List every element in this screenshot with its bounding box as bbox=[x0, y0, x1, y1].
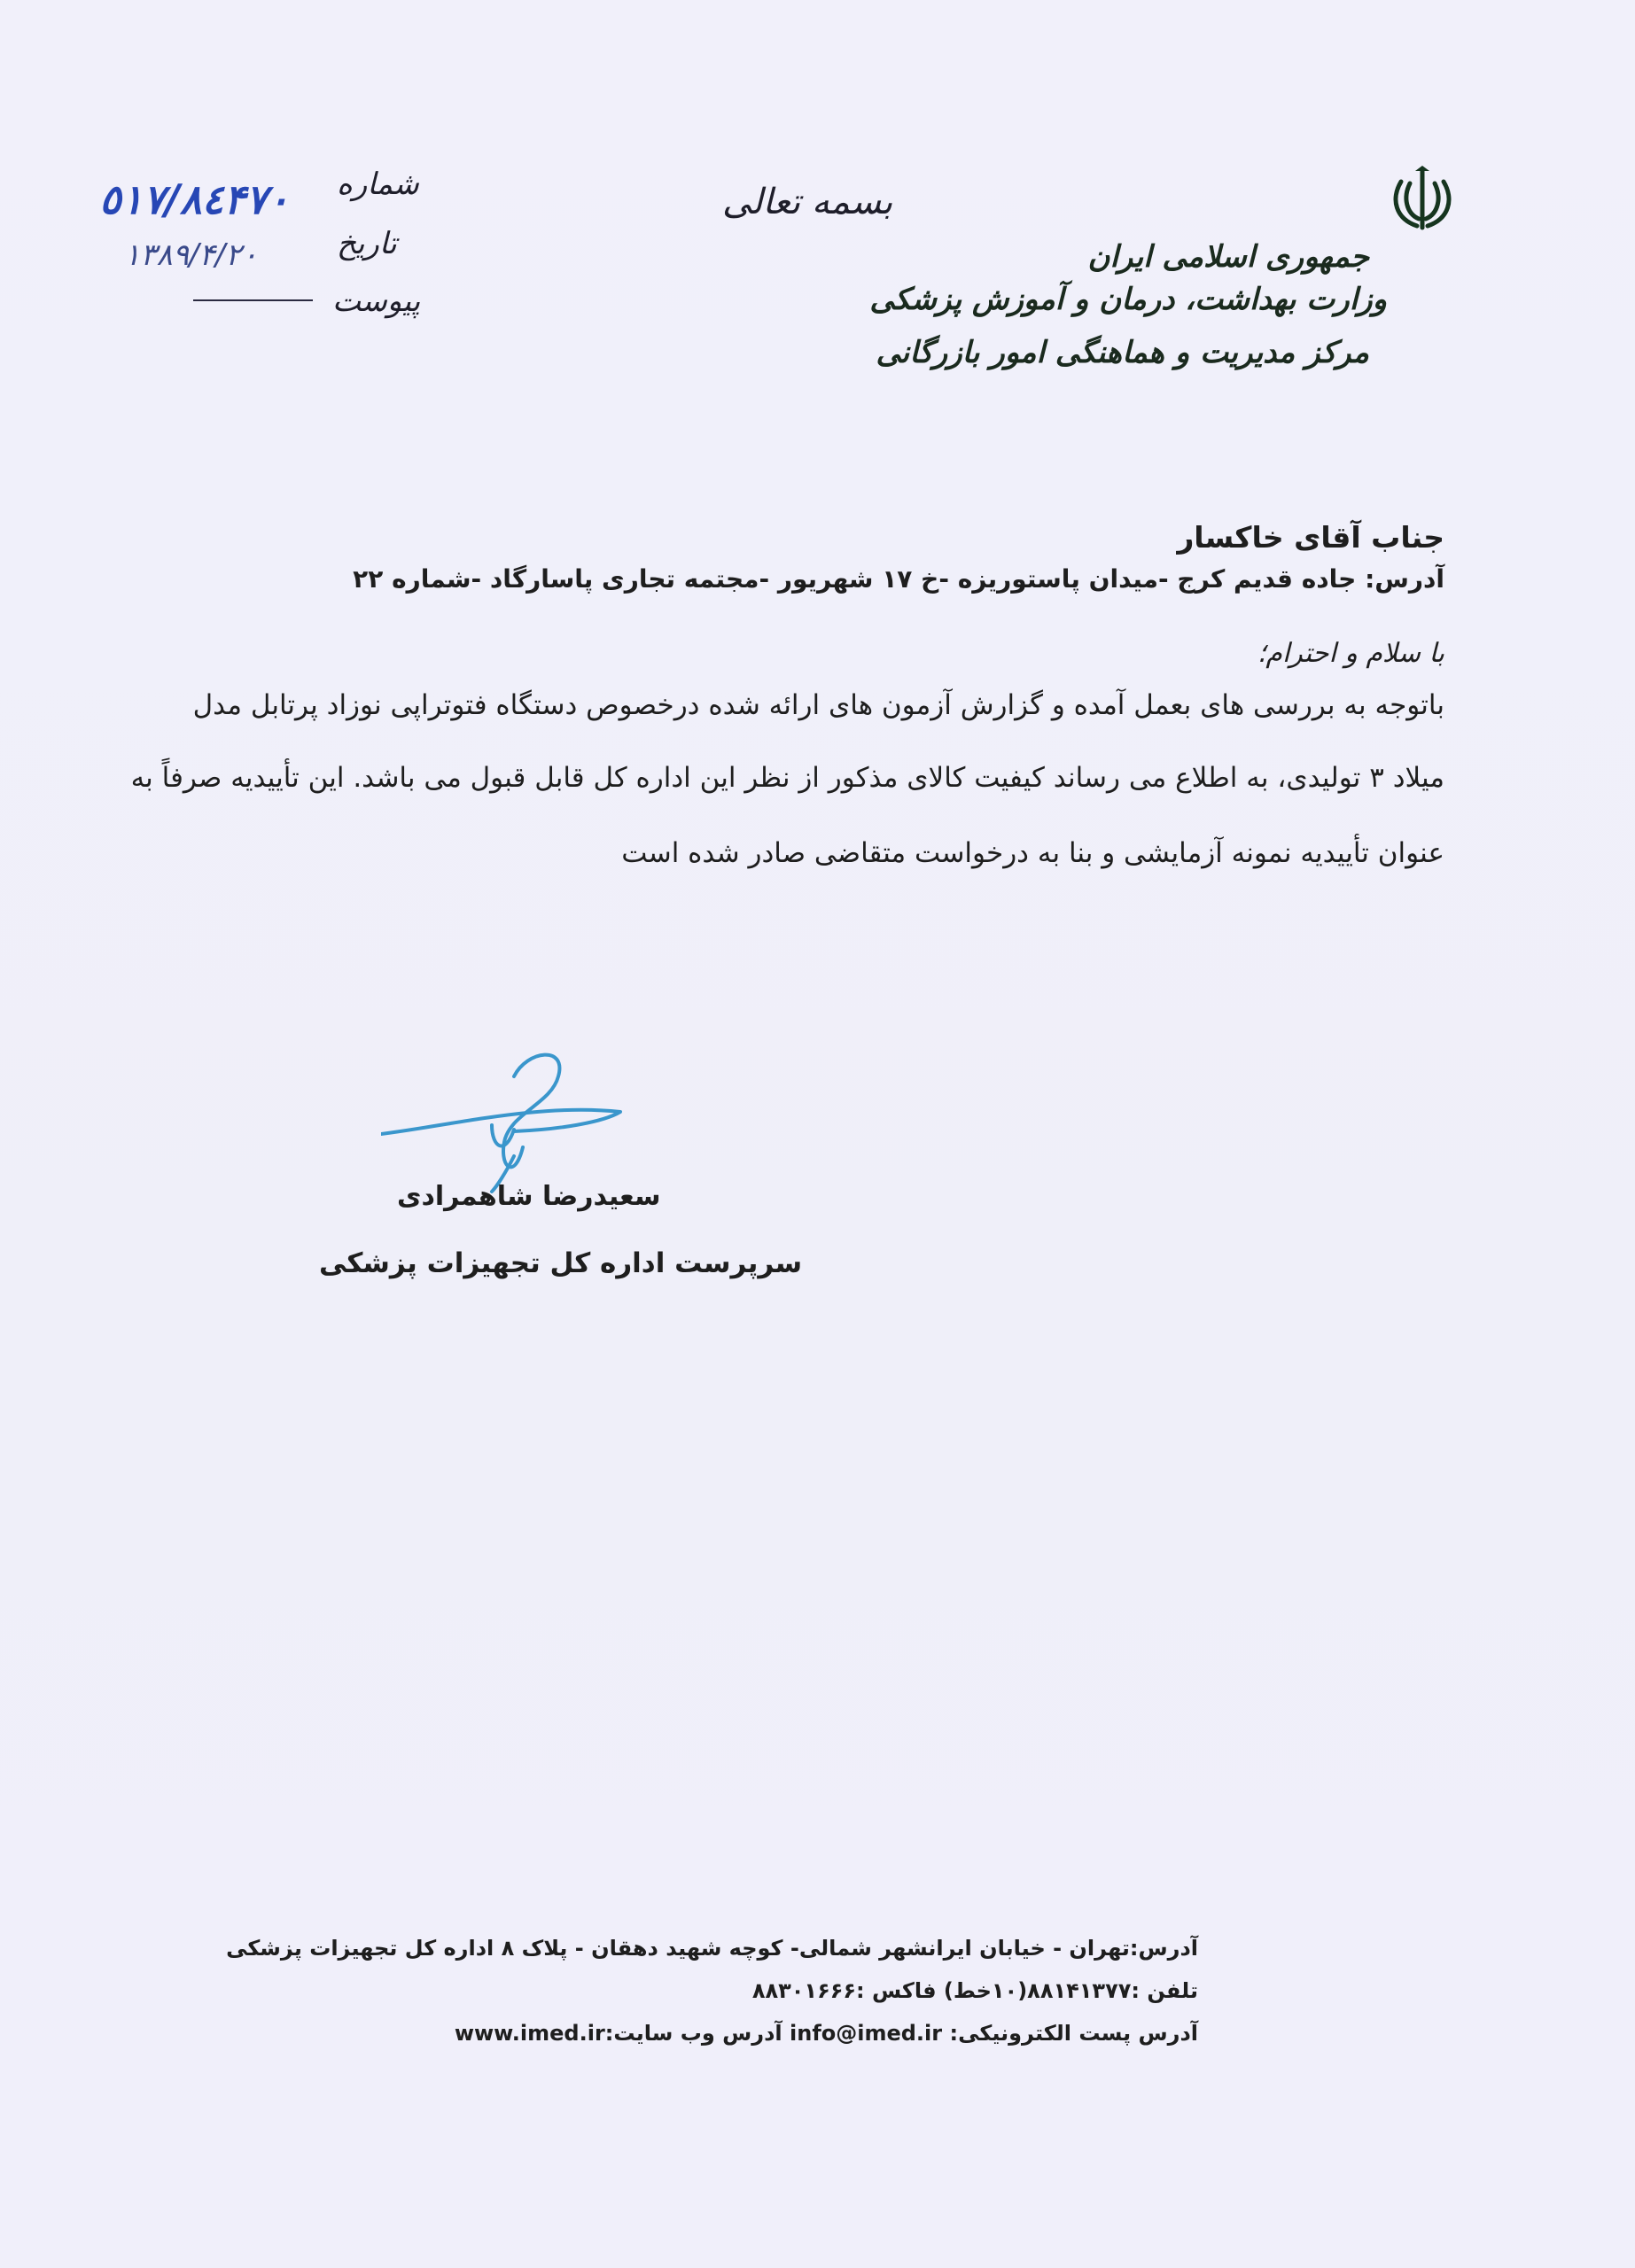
basmala: بسمه تعالی bbox=[722, 182, 893, 222]
signer-name: سعیدرضا شاهمرادی bbox=[397, 1181, 661, 1212]
letterhead-ministry: وزارت بهداشت، درمان و آموزش پزشکی bbox=[869, 282, 1387, 317]
recipient: جناب آقای خاکسار bbox=[1177, 520, 1444, 555]
attachment-blank-line bbox=[193, 299, 313, 301]
footer-phone-fax: تلفن :۸۸۱۴۱۳۷۷(۱۰خط) فاکس :۸۸۳۰۱۶۶۶ bbox=[751, 1978, 1198, 2003]
letterhead-country: جمهوری اسلامی ایران bbox=[1087, 239, 1369, 275]
signer-title: سرپرست اداره کل تجهیزات پزشکی bbox=[319, 1247, 803, 1279]
number-label: شماره bbox=[337, 167, 419, 202]
national-emblem-icon bbox=[1387, 164, 1458, 235]
body-line-2: میلاد ۳ تولیدی، به اطلاع می رساند کیفیت کالای مذکور از نظر این اداره کل قابل قبول می باشد. این تأییدیه صرفاً به bbox=[130, 762, 1444, 794]
letter-number: ٥١٧/٨٤۴٧٠ bbox=[99, 175, 290, 223]
footer-email-website: آدرس پست الکترونیکی: info@imed.ir آدرس وب سایت:www.imed.ir bbox=[454, 2021, 1198, 2046]
greeting: با سلام و احترام؛ bbox=[1257, 638, 1444, 669]
body-line-1: باتوجه به بررسی های بعمل آمده و گزارش آزمون های ارائه شده درخصوص دستگاه فتوتراپی نوزاد پرتابل مدل bbox=[192, 689, 1444, 721]
date-label: تاریخ bbox=[337, 226, 397, 261]
recipient-address: آدرس: جاده قدیم کرج -میدان پاستوریزه -خ ۱۷ شهریور -مجتمه تجاری پاسارگاد -شماره ۲۲ bbox=[353, 564, 1444, 594]
attachment-label: پیوست bbox=[332, 284, 421, 319]
signature-mark bbox=[381, 1041, 638, 1196]
letterhead-department: مرکز مدیریت و هماهنگی امور بازرگانی bbox=[876, 335, 1369, 370]
letter-date: ۱۳۸۹/۴/۲۰ bbox=[124, 237, 258, 273]
footer-address: آدرس:تهران - خیابان ایرانشهر شمالی- کوچه شهید دهقان - پلاک ۸ اداره کل تجهیزات پزشکی bbox=[226, 1936, 1198, 1961]
body-line-3: عنوان تأییدیه نمونه آزمایشی و بنا به درخواست متقاضی صادر شده است bbox=[621, 837, 1444, 869]
